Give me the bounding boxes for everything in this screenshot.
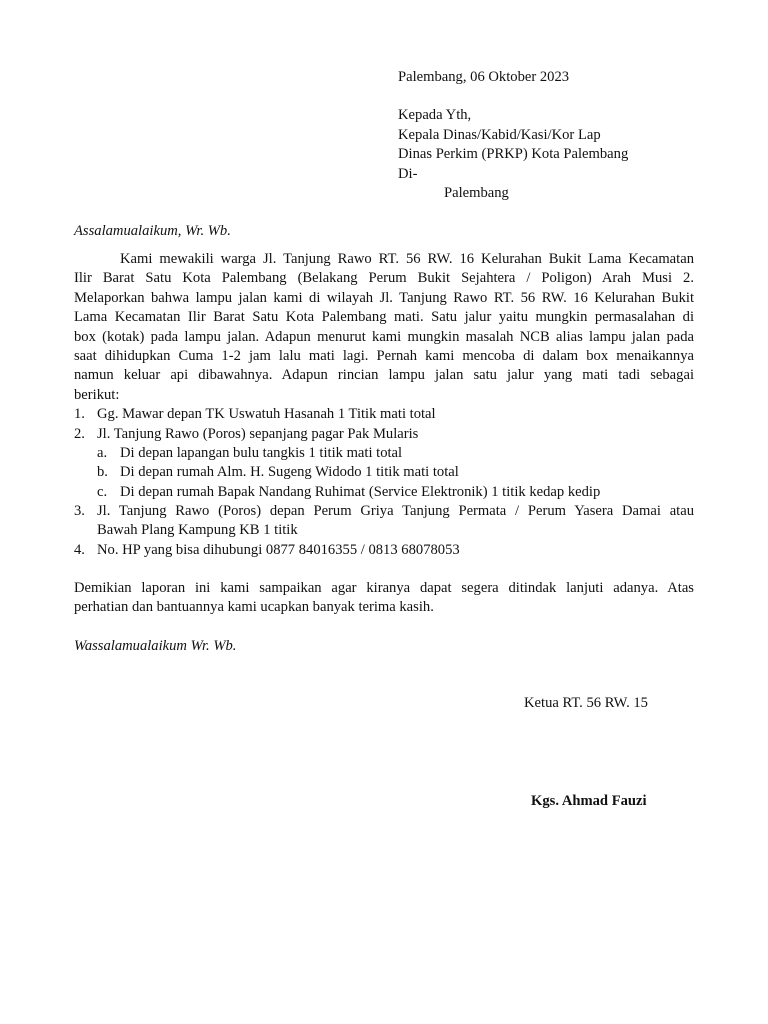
list-number: 1. xyxy=(74,406,85,422)
recipient-di: Di- xyxy=(398,166,418,182)
sublist-item: Di depan lapangan bulu tangkis 1 titik mati total xyxy=(120,445,403,461)
body-line: saat dihidupkan Cuma 1-2 jam lalu mati lagi. Pernah kami mencoba di dalam box menaikannya xyxy=(74,348,694,364)
body-line: Lama Kecamatan Ilir Barat Satu Kota Palembang mati. Satu jalur yaitu mungkin permasalahan di xyxy=(74,309,694,325)
list-item-continuation: Bawah Plang Kampung KB 1 titik xyxy=(97,522,298,538)
list-number: 2. xyxy=(74,426,85,442)
signatory-name: Kgs. Ahmad Fauzi xyxy=(531,793,647,809)
list-number: 4. xyxy=(74,542,85,558)
sublist-letter: b. xyxy=(97,464,108,480)
list-item: Jl. Tanjung Rawo (Poros) sepanjang pagar Pak Mularis xyxy=(97,426,419,442)
body-line: box (kotak) pada lampu jalan. Adapun menurut kami mungkin masalah NCB alias lampu jalan pada xyxy=(74,329,694,345)
sublist-item: Di depan rumah Bapak Nandang Ruhimat (Service Elektronik) 1 titik kedap kedip xyxy=(120,484,601,500)
body-line: Melaporkan bahwa lampu jalan kami di wilayah Jl. Tanjung Rawo RT. 56 RW. 16 Kelurahan Bukit xyxy=(74,290,694,306)
recipient-office: Dinas Perkim (PRKP) Kota Palembang xyxy=(398,146,629,162)
closing-line: perhatian dan bantuannya kami ucapkan banyak terima kasih. xyxy=(74,599,434,615)
opening-greeting: Assalamualaikum, Wr. Wb. xyxy=(74,223,231,239)
closing-line: Demikian laporan ini kami sampaikan agar kiranya dapat segera ditindak lanjuti adanya. Atas xyxy=(74,580,694,596)
list-item: No. HP yang bisa dihubungi 0877 84016355 / 0813 68078053 xyxy=(97,542,460,558)
sublist-letter: c. xyxy=(97,484,108,500)
signatory-title: Ketua RT. 56 RW. 15 xyxy=(524,695,648,711)
sublist-letter: a. xyxy=(97,445,108,461)
sublist-item: Di depan rumah Alm. H. Sugeng Widodo 1 titik mati total xyxy=(120,464,459,480)
body-line: berikut: xyxy=(74,387,120,403)
list-item: Jl. Tanjung Rawo (Poros) depan Perum Griya Tanjung Permata / Perum Yasera Damai atau xyxy=(97,503,694,519)
body-line: Kami mewakili warga Jl. Tanjung Rawo RT. 56 RW. 16 Kelurahan Bukit Lama Kecamatan xyxy=(120,251,694,267)
letter-date: Palembang, 06 Oktober 2023 xyxy=(398,69,570,85)
closing-greeting: Wassalamualaikum Wr. Wb. xyxy=(74,638,237,654)
body-line: Ilir Barat Satu Kota Palembang (Belakang Perum Bukit Sejahtera / Poligon) Arah Musi 2. xyxy=(74,270,694,286)
body-line: namun keluar api dibawahnya. Adapun rincian lampu jalan satu jalur yang mati tadi sebagai xyxy=(74,367,694,383)
recipient-salutation: Kepada Yth, xyxy=(398,107,472,123)
recipient-position: Kepala Dinas/Kabid/Kasi/Kor Lap xyxy=(398,127,601,143)
list-number: 3. xyxy=(74,503,85,519)
recipient-city: Palembang xyxy=(444,185,509,201)
list-item: Gg. Mawar depan TK Uswatuh Hasanah 1 Titik mati total xyxy=(97,406,436,422)
